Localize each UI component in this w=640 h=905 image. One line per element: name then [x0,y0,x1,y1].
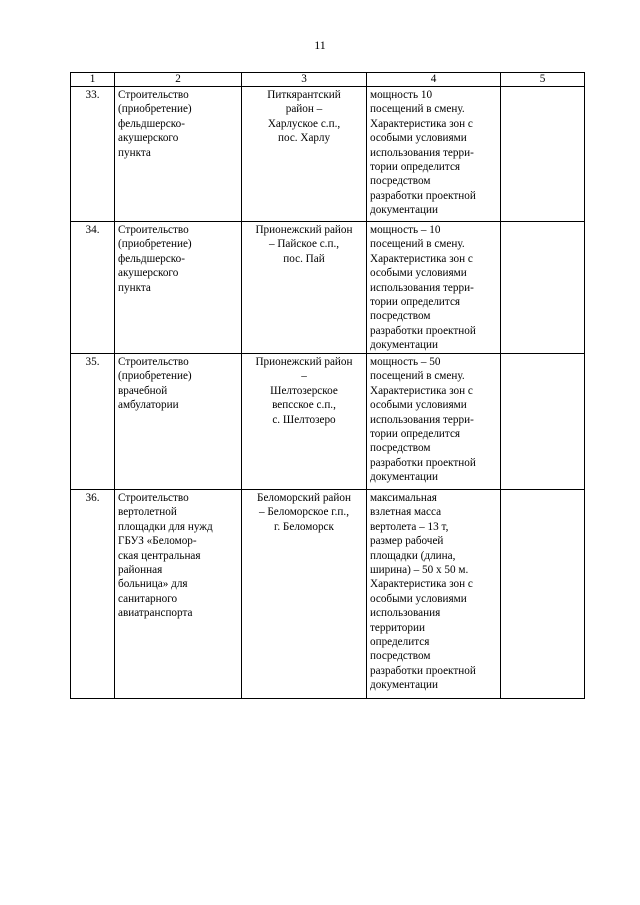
planned-objects-table [70,72,585,699]
object-characteristics: мощность 10 посещений в смену. Характеристика зон с особыми условиями использования терри- тории определится посредством разработки проектной документации [367,87,501,222]
object-note [501,222,585,354]
column-header-1: 1 [71,73,115,87]
column-header-3: 3 [242,73,367,87]
object-name: Строительство (приобретение) фельдшерско- акушерского пункта [115,87,242,222]
object-name: Строительство (приобретение) врачебной амбулатории [115,354,242,490]
row-number: 34. [71,222,115,354]
table-row [71,222,585,354]
table-row [71,354,585,490]
object-characteristics: мощность – 50 посещений в смену. Характеристика зон с особыми условиями использования терри- тории определится посредством разработки проектной документации [367,354,501,490]
object-name: Строительство (приобретение) фельдшерско- акушерского пункта [115,222,242,354]
column-header-4: 4 [367,73,501,87]
row-number: 36. [71,490,115,699]
object-location: Прионежский район – Шелтозерское вепсское с.п., с. Шелтозеро [242,354,367,490]
object-name: Строительство вертолетной площадки для нужд ГБУЗ «Беломор- ская центральная районная больница» для санитарного авиатранспорта [115,490,242,699]
object-characteristics: максимальная взлетная масса вертолета – 13 т, размер рабочей площадки (длина, ширина) – 50 х 50 м. Характеристика зон с особыми условиями использования территории определится посредством разработки проектной документации [367,490,501,699]
object-location: Прионежский район – Пайское с.п., пос. Пай [242,222,367,354]
object-note [501,490,585,699]
page-number: 11 [314,38,326,52]
object-location: Питкярантский район – Харлуское с.п., пос. Харлу [242,87,367,222]
column-header-5: 5 [501,73,585,87]
table-row [71,490,585,699]
column-header-2: 2 [115,73,242,87]
object-note [501,354,585,490]
object-location: Беломорский район – Беломорское г.п., г. Беломорск [242,490,367,699]
object-characteristics: мощность – 10 посещений в смену. Характеристика зон с особыми условиями использования терри- тории определится посредством разработки проектной документации [367,222,501,354]
row-number: 35. [71,354,115,490]
table-row [71,87,585,222]
header-row [71,73,585,87]
row-number: 33. [71,87,115,222]
object-note [501,87,585,222]
